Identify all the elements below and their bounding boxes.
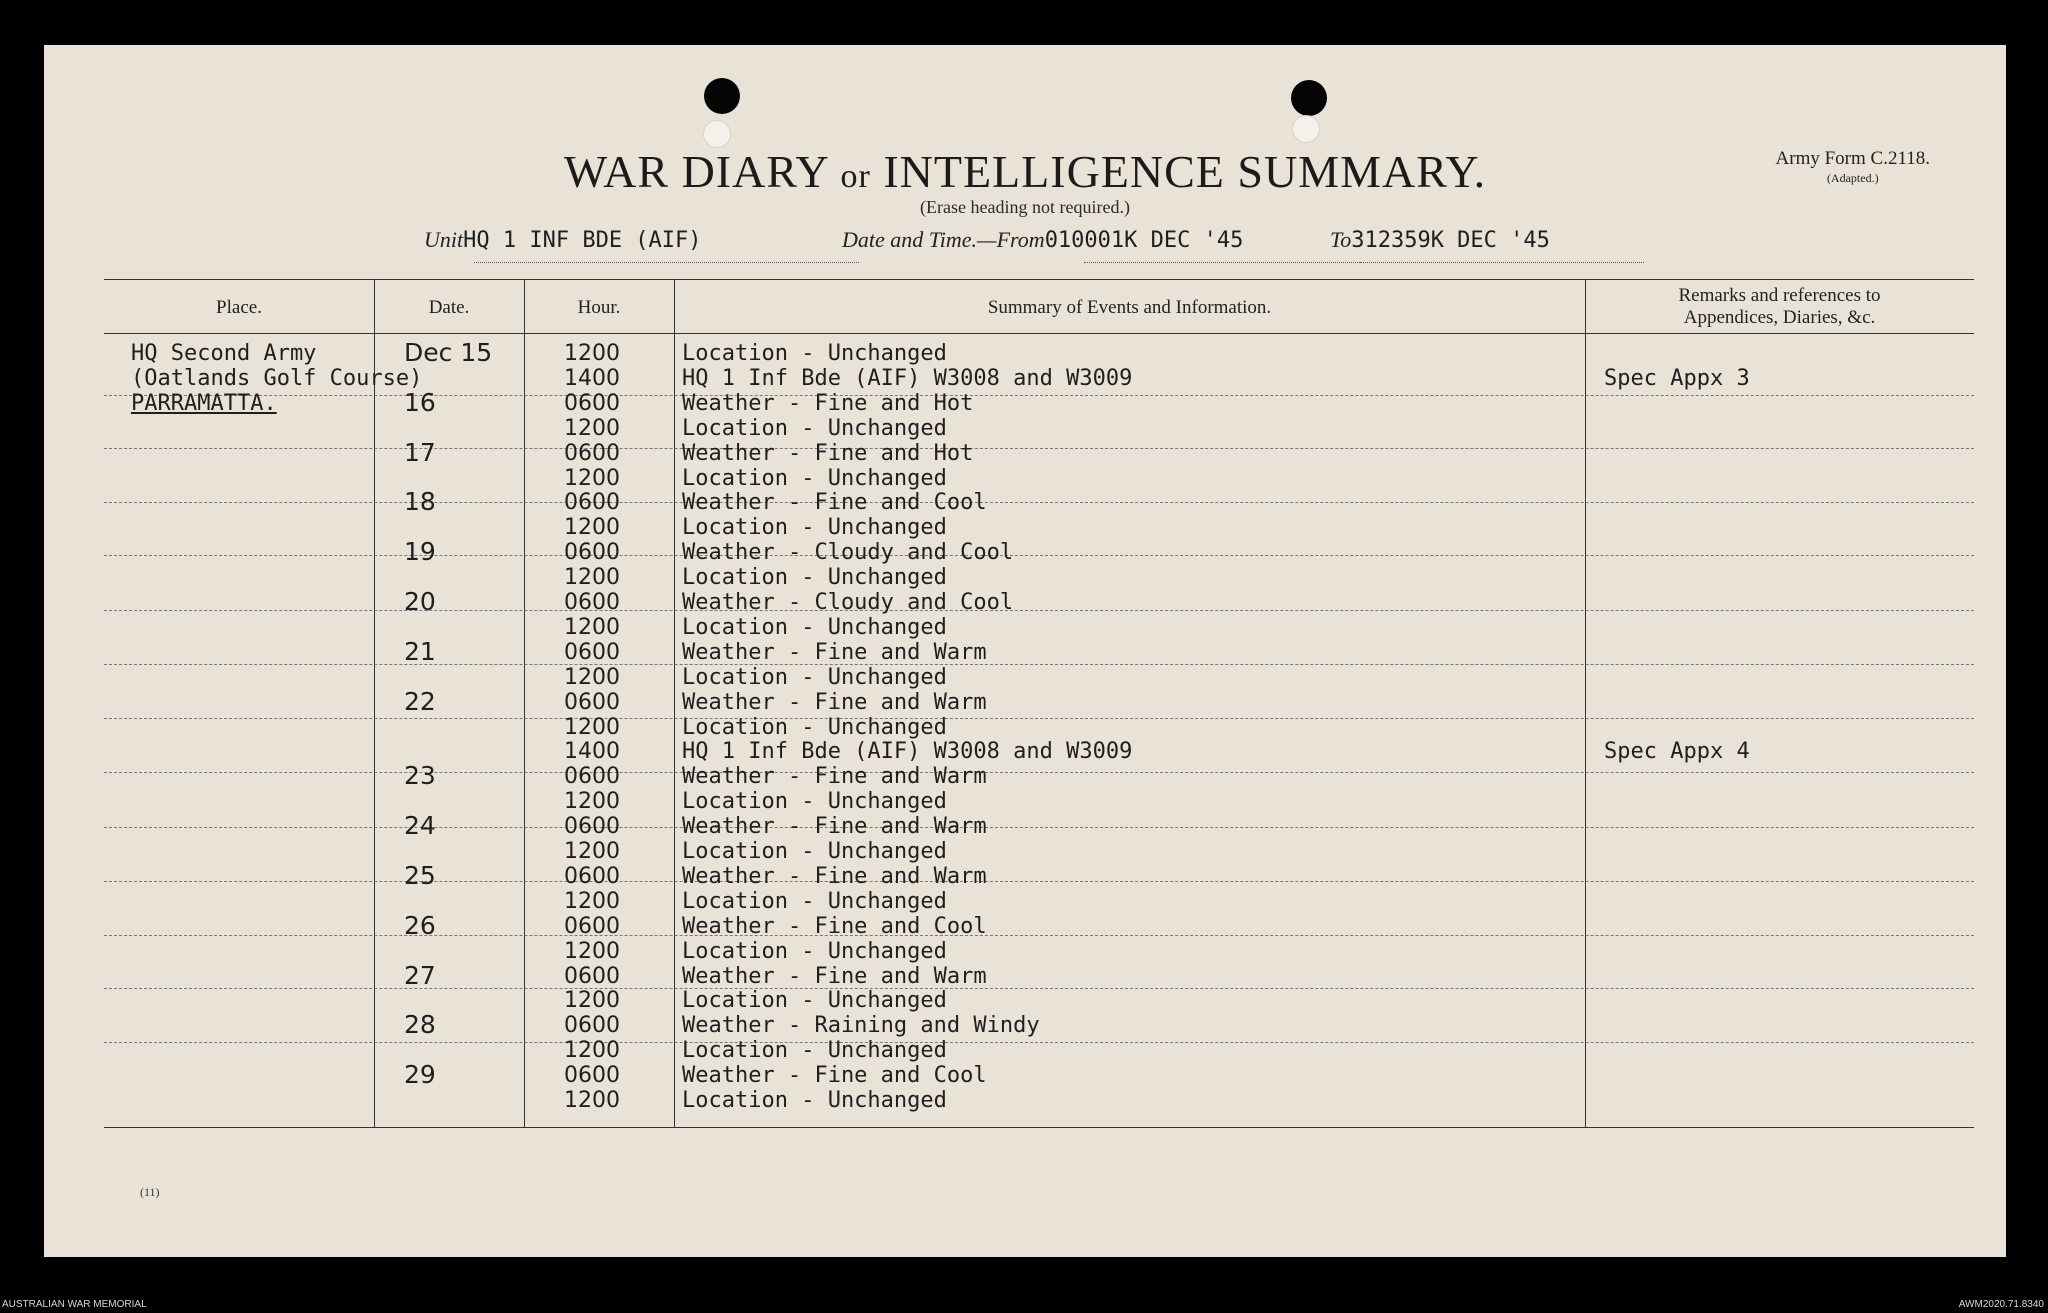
row-hour: 1200 <box>564 565 620 591</box>
row-hour: 1200 <box>564 614 620 640</box>
row-summary: Location - Unchanged <box>682 415 947 441</box>
row-date: 19 <box>404 537 436 567</box>
ruled-line <box>104 827 1974 828</box>
row-date: 24 <box>404 811 436 841</box>
row-hour: 0600 <box>564 689 620 715</box>
ruled-line <box>104 555 1974 556</box>
col-divider-summary <box>1585 279 1586 1127</box>
row-summary: Weather - Cloudy and Cool <box>682 540 1014 566</box>
row-hour: 0600 <box>564 540 620 566</box>
row-hour: 1200 <box>564 341 620 366</box>
punch-hole-right <box>1291 80 1327 116</box>
row-hour: 0600 <box>564 863 620 889</box>
header-remarks-1: Remarks and references to <box>1678 285 1881 306</box>
row-summary: Location - Unchanged <box>682 888 947 914</box>
punch-dent-right <box>1292 115 1320 143</box>
row-date: 20 <box>404 587 436 616</box>
title-or: or <box>840 158 871 195</box>
col-divider-date <box>524 279 525 1127</box>
row-date: 29 <box>404 1060 436 1090</box>
row-date: 27 <box>404 960 436 990</box>
unit-field <box>424 227 702 253</box>
header-summary: Summary of Events and Information. <box>987 297 1272 318</box>
row-hour: 0600 <box>564 764 620 790</box>
row-summary: Weather - Fine and Hot <box>682 390 974 416</box>
document-title <box>44 145 2006 198</box>
row-summary: Weather - Fine and Cool <box>682 913 987 939</box>
header-hour: Hour. <box>577 297 621 318</box>
row-summary: Location - Unchanged <box>682 565 947 591</box>
unit-label: Unit <box>424 227 464 252</box>
ruled-line <box>104 881 1974 882</box>
row-hour: 0600 <box>564 1013 620 1039</box>
row-date: 26 <box>404 910 436 940</box>
punch-hole-left <box>704 78 740 114</box>
ruled-line <box>104 395 1974 396</box>
from-underline <box>1084 262 1372 263</box>
row-date: Dec 15 <box>404 338 493 367</box>
form-number: Army Form C.2118. <box>1775 148 1930 169</box>
ruled-line <box>104 988 1974 989</box>
row-hour: 0600 <box>564 1063 620 1089</box>
header-place: Place. <box>216 297 262 318</box>
unit-underline <box>474 262 859 263</box>
col-divider-place <box>374 279 375 1127</box>
row-summary: Location - Unchanged <box>682 839 947 864</box>
row-remark: Spec Appx 3 <box>1604 365 1750 391</box>
row-hour: 0600 <box>564 913 620 939</box>
row-summary: Location - Unchanged <box>682 714 947 740</box>
row-hour: 1200 <box>564 938 620 964</box>
row-summary: Weather - Fine and Cool <box>682 490 987 516</box>
document-subtitle: (Erase heading not required.) <box>920 197 1130 217</box>
row-hour: 1200 <box>564 465 620 491</box>
punch-dent-left <box>703 120 731 148</box>
table-bottom-border <box>104 1127 1974 1128</box>
ruled-line <box>104 664 1974 665</box>
date-time-label: Date and Time.—From <box>842 227 1045 252</box>
row-summary: Weather - Fine and Warm <box>682 764 987 790</box>
to-value: 312359K DEC '45 <box>1351 228 1550 253</box>
ruled-line <box>104 718 1974 719</box>
header-date: Date. <box>428 297 470 318</box>
title-part1: WAR DIARY <box>563 146 828 197</box>
row-summary: Weather - Fine and Hot <box>682 440 974 466</box>
row-summary: Location - Unchanged <box>682 938 947 964</box>
row-date: 16 <box>404 387 436 417</box>
row-date: 18 <box>404 487 436 517</box>
to-field <box>1330 227 1550 253</box>
row-summary: Location - Unchanged <box>682 789 947 815</box>
to-label: To <box>1330 227 1352 252</box>
caption-right: AWM2020.71.8340 <box>1958 1299 2044 1310</box>
row-summary: HQ 1 Inf Bde (AIF) W3008 and W3009 <box>682 739 1133 765</box>
row-summary: Weather - Fine and Cool <box>682 1063 987 1089</box>
row-date: 21 <box>404 636 436 666</box>
row-hour: 1200 <box>564 1038 620 1064</box>
row-hour: 0600 <box>564 440 620 466</box>
row-date: 17 <box>404 437 436 467</box>
row-hour: 1200 <box>564 988 620 1014</box>
form-code: (11) <box>140 1185 160 1199</box>
place-line-3: PARRAMATTA. <box>131 391 277 416</box>
place-line-1: HQ Second Army <box>131 341 317 366</box>
form-number-block <box>1776 149 1930 184</box>
row-hour: 0600 <box>564 390 620 416</box>
row-summary: Weather - Fine and Warm <box>682 639 987 665</box>
row-summary: Location - Unchanged <box>682 465 947 491</box>
ruled-line <box>104 772 1974 773</box>
row-date: 23 <box>404 761 436 791</box>
row-summary: HQ 1 Inf Bde (AIF) W3008 and W3009 <box>682 365 1133 391</box>
to-underline <box>1360 262 1644 263</box>
diary-page <box>44 45 2006 1257</box>
ruled-line <box>104 1042 1974 1043</box>
row-hour: 1200 <box>564 1088 620 1113</box>
row-summary: Location - Unchanged <box>682 1038 947 1064</box>
header-remarks-2: Appendices, Diaries, &c. <box>1683 307 1876 328</box>
row-summary: Location - Unchanged <box>682 515 947 541</box>
row-summary: Weather - Fine and Warm <box>682 863 987 889</box>
from-value: 010001K DEC '45 <box>1044 228 1244 253</box>
row-summary: Weather - Cloudy and Cool <box>682 590 1014 615</box>
row-hour: 0600 <box>564 590 620 615</box>
unit-value: HQ 1 INF BDE (AIF) <box>463 228 702 253</box>
row-summary: Weather - Fine and Warm <box>682 689 987 715</box>
ruled-line <box>104 448 1974 449</box>
row-summary: Location - Unchanged <box>682 1088 947 1113</box>
table-top-border <box>104 279 1974 280</box>
row-hour: 1200 <box>564 789 620 815</box>
row-summary: Location - Unchanged <box>682 664 947 690</box>
ruled-line <box>104 610 1974 611</box>
row-hour: 1400 <box>564 365 620 391</box>
caption-left: AUSTRALIAN WAR MEMORIAL <box>2 1299 147 1310</box>
place-line-2: (Oatlands Golf Course) <box>131 366 423 391</box>
ruled-line <box>104 502 1974 503</box>
row-summary: Weather - Raining and Windy <box>682 1013 1040 1039</box>
row-hour: 0600 <box>564 814 620 840</box>
row-hour: 1200 <box>564 714 620 740</box>
row-remark: Spec Appx 4 <box>1604 739 1750 765</box>
title-part2: INTELLIGENCE SUMMARY. <box>883 146 1487 197</box>
row-summary: Weather - Fine and Warm <box>682 814 987 840</box>
header-bottom-border <box>104 333 1974 334</box>
col-divider-hour <box>674 279 675 1127</box>
row-summary: Location - Unchanged <box>682 614 947 640</box>
row-summary: Location - Unchanged <box>682 988 947 1014</box>
row-hour: 1400 <box>564 739 620 765</box>
row-hour: 1200 <box>564 888 620 914</box>
row-date: 25 <box>404 860 436 890</box>
form-adapted: (Adapted.) <box>1826 171 1879 185</box>
row-hour: 0600 <box>564 490 620 516</box>
row-summary: Weather - Fine and Warm <box>682 963 987 989</box>
row-date: 28 <box>404 1010 436 1040</box>
row-date: 22 <box>404 686 436 716</box>
row-hour: 0600 <box>564 963 620 989</box>
ruled-line <box>104 935 1974 936</box>
row-hour: 1200 <box>564 415 620 441</box>
row-hour: 1200 <box>564 664 620 690</box>
row-hour: 0600 <box>564 639 620 665</box>
row-hour: 1200 <box>564 515 620 541</box>
row-summary: Location - Unchanged <box>682 341 947 366</box>
date-time-field <box>842 227 1243 253</box>
row-hour: 1200 <box>564 839 620 864</box>
